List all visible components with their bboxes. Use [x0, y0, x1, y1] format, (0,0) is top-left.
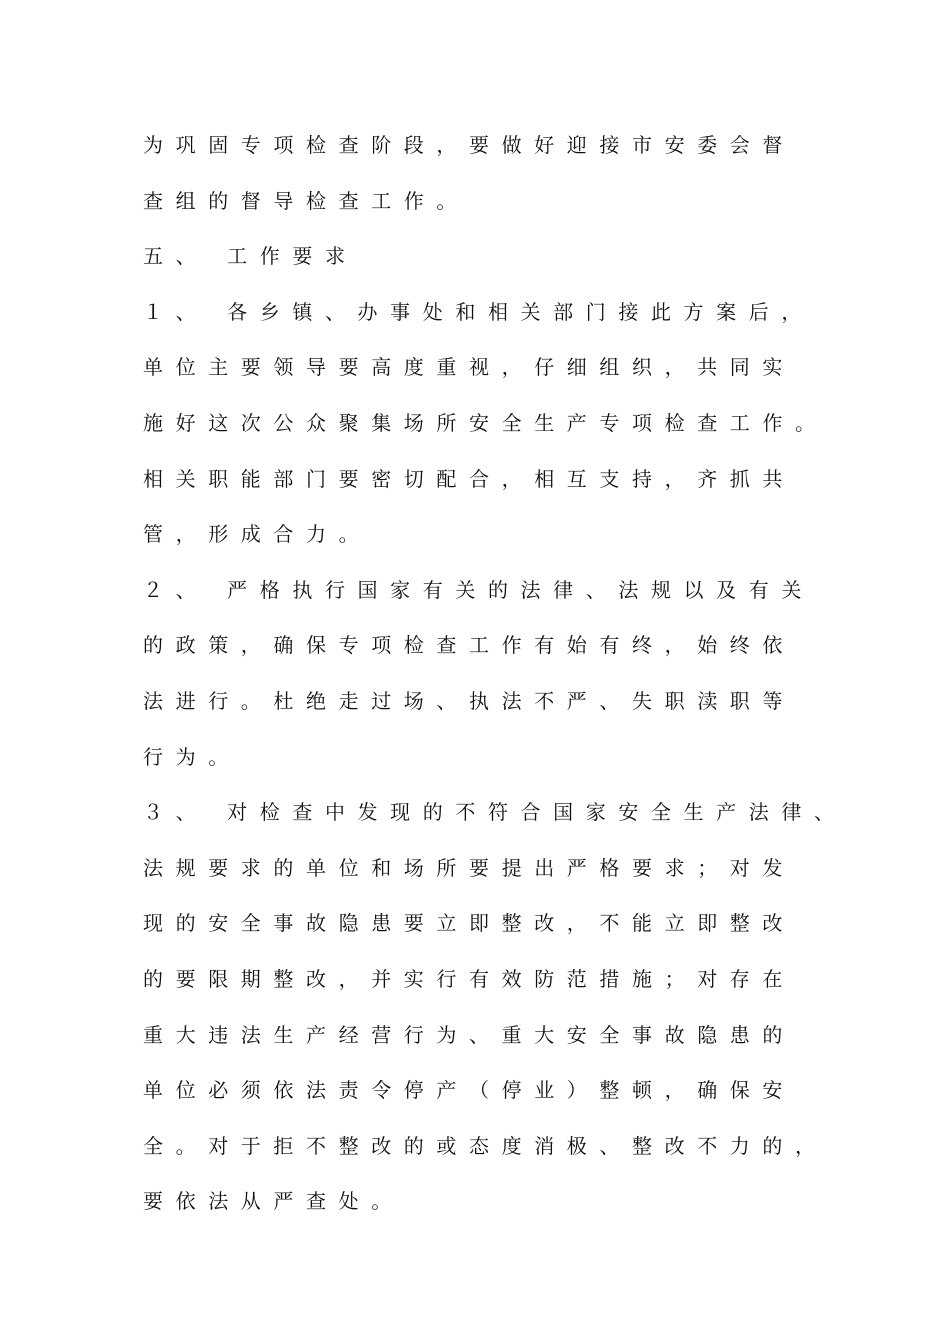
text-line: 的要限期整改，并实行有效防范措施；对存在: [143, 966, 795, 991]
text-line: 相关职能部门要密切配合，相互支持，齐抓共: [143, 466, 795, 491]
text-line: 单位必须依法责令停产（停业）整顿，确保安: [143, 1078, 795, 1103]
text-line: 重大违法生产经营行为、重大安全事故隐患的: [143, 1022, 795, 1047]
text-line: 的政策，确保专项检查工作有始有终，始终依: [143, 633, 795, 658]
text-line: ２、 严格执行国家有关的法律、法规以及有关: [143, 577, 814, 602]
text-line: 查组的督导检查工作。: [143, 188, 469, 213]
section-heading: 五、 工作要求: [143, 244, 358, 269]
text-line: 法进行。杜绝走过场、执法不严、失职渎职等: [143, 688, 795, 713]
text-line: 管，形成合力。: [143, 522, 372, 547]
text-line: 法规要求的单位和场所要提出严格要求；对发: [143, 855, 795, 880]
text-line: 全。对于拒不整改的或态度消极、整改不力的，: [143, 1133, 828, 1158]
text-line: 为巩固专项检查阶段，要做好迎接市安委会督: [143, 133, 795, 157]
text-line: 单位主要领导要高度重视，仔细组织，共同实: [143, 355, 795, 380]
text-line: 现的安全事故隐患要立即整改，不能立即整改: [143, 911, 795, 936]
text-line: 施好这次公众聚集场所安全生产专项检查工作。: [143, 410, 828, 435]
text-line: 要依法从严查处。: [143, 1189, 404, 1214]
text-line: 行为。: [143, 744, 241, 769]
text-line: ３、 对检查中发现的不符合国家安全生产法律、: [143, 800, 847, 825]
text-line: １、 各乡镇、办事处和相关部门接此方案后，: [143, 299, 814, 324]
document-body: [143, 128, 847, 1240]
